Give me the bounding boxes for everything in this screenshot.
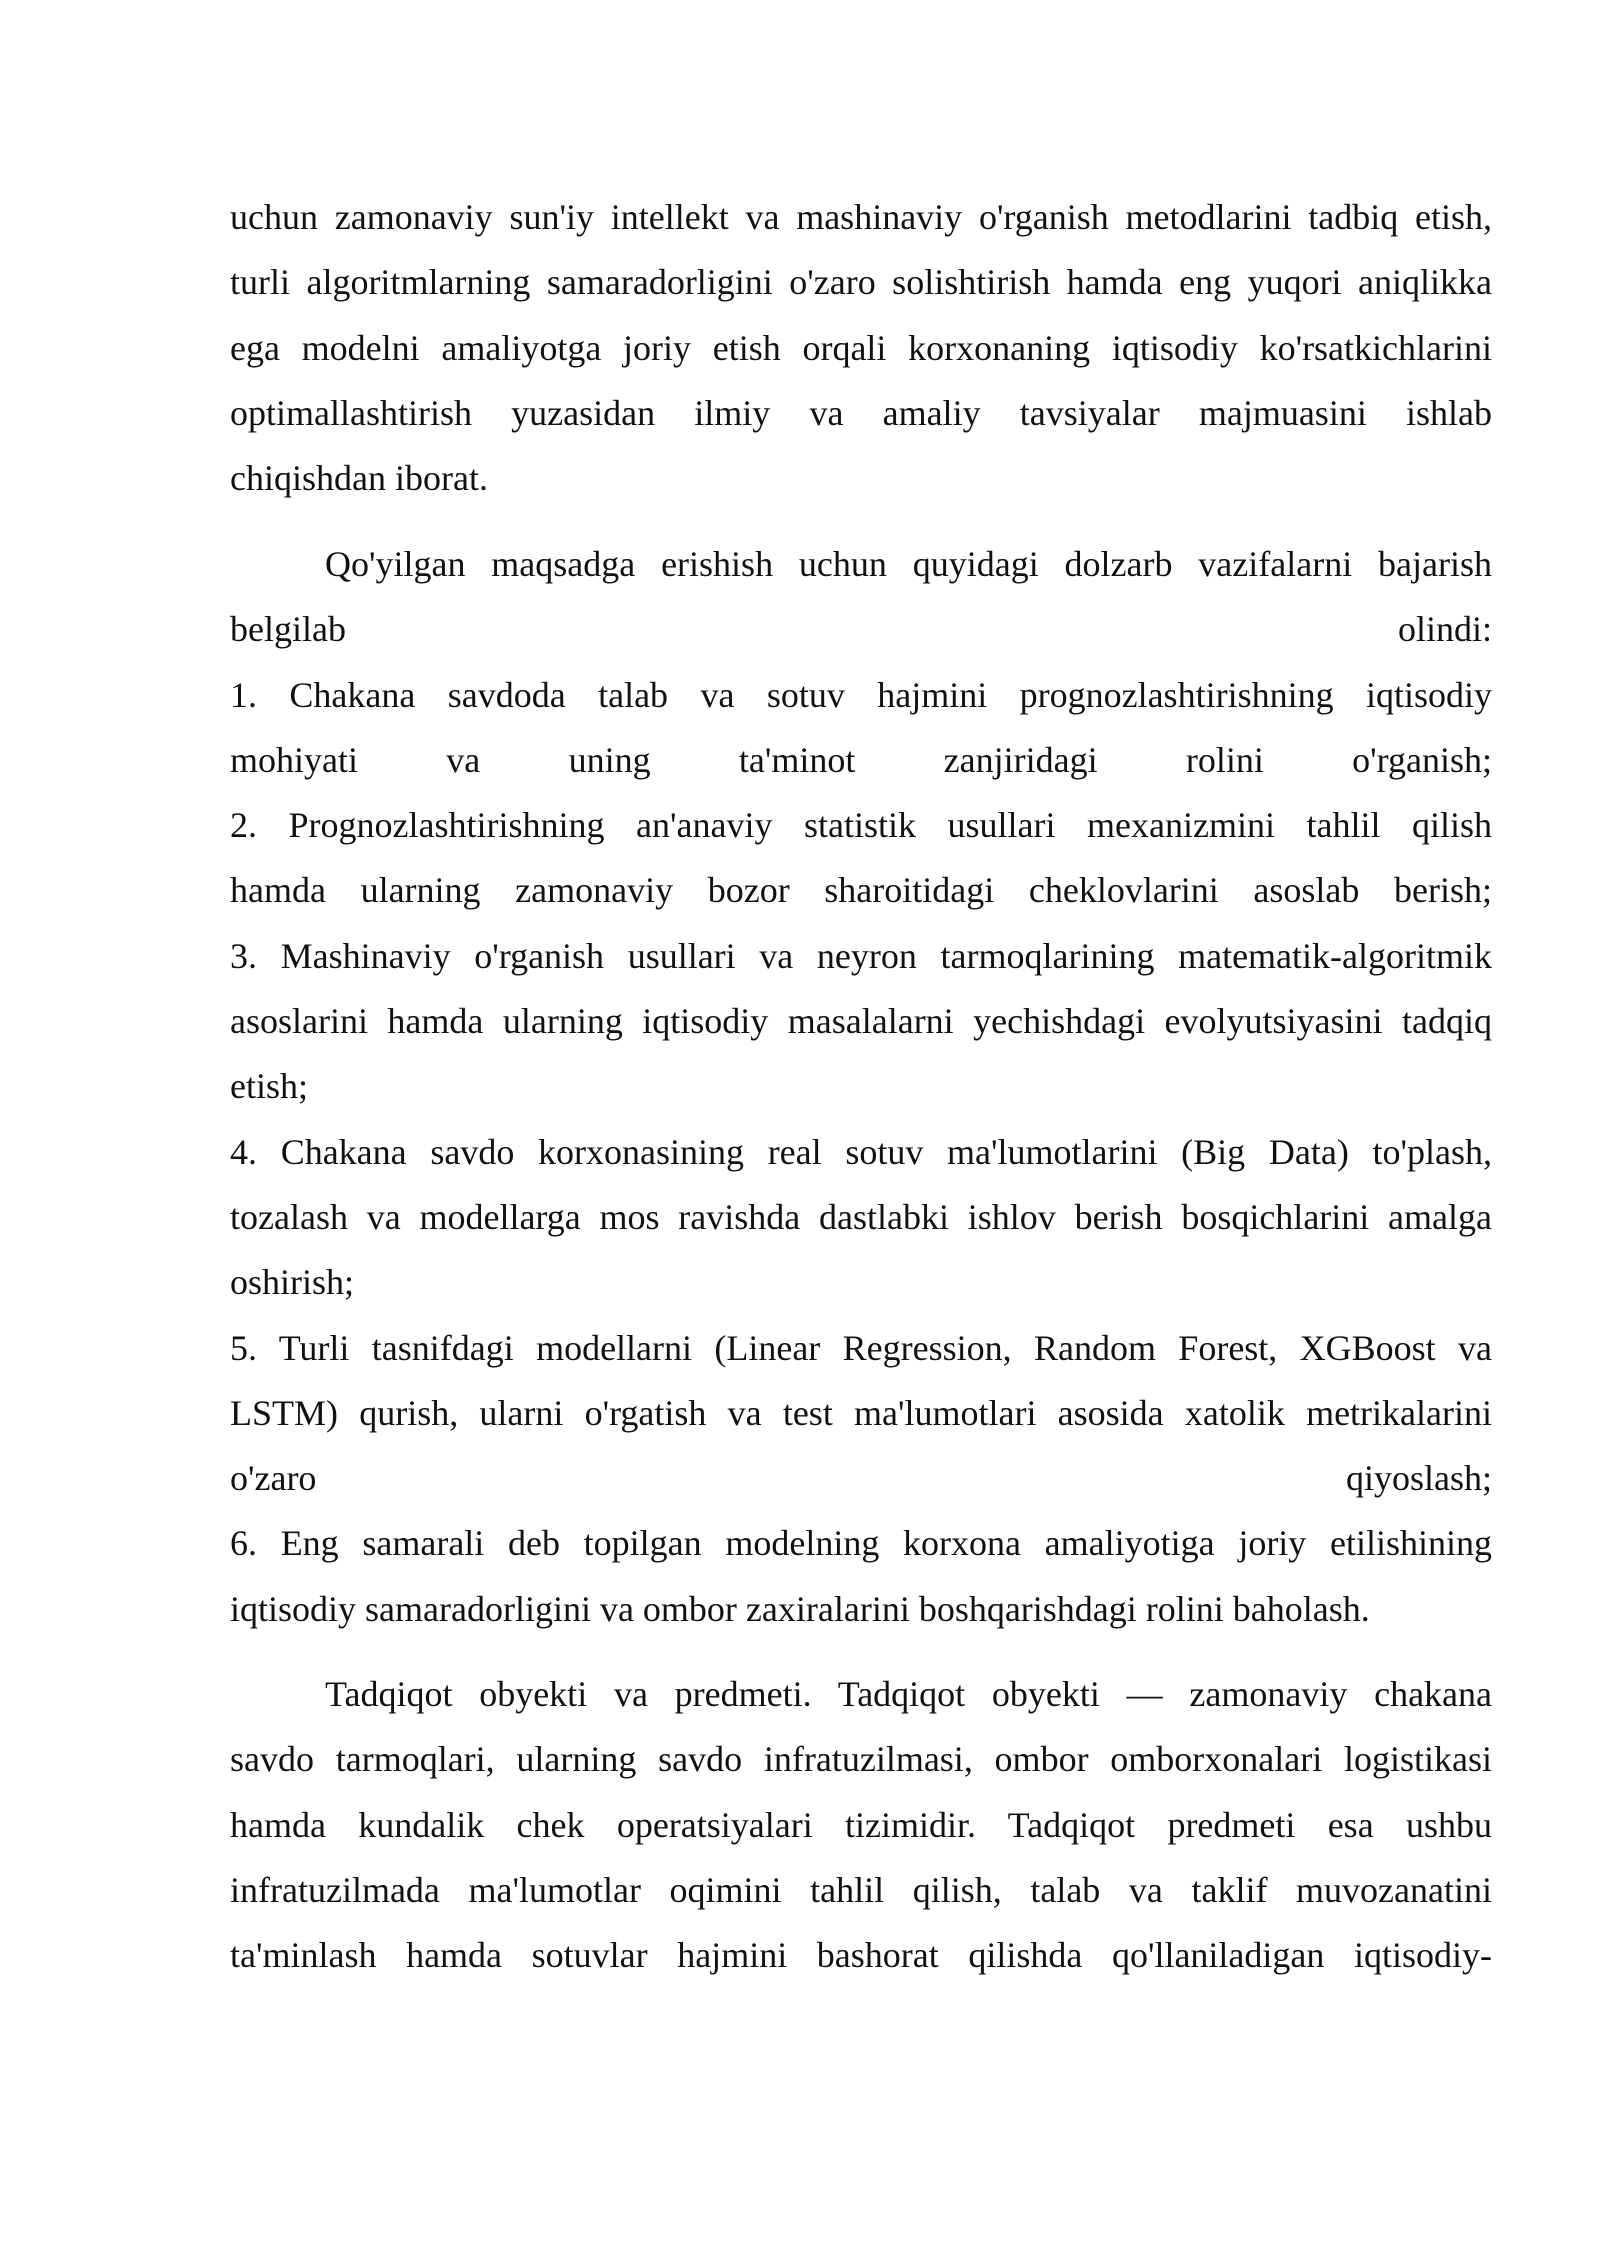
text-line: asoslarini hamda ularning iqtisodiy masalalarni yechishdagi evolyutsiyasini tadqiq: [230, 1001, 1492, 1042]
text-line: belgilab olindi:: [230, 609, 1492, 650]
text-line: ta'minlash hamda sotuvlar hajmini bashorat qilishda qo'llaniladigan iqtisodiy-: [230, 1935, 1492, 1976]
text-line: infratuzilmada ma'lumotlar oqimini tahlil qilish, talab va taklif muvozanatini: [230, 1869, 1492, 1910]
text-line: iqtisodiy samaradorligini va ombor zaxiralarini boshqarishdagi rolini baholash.: [230, 1588, 1370, 1629]
task-item-1: 1. Chakana savdoda talab va sotuv hajmini prognozlashtirishning iqtisodiy: [230, 674, 1492, 715]
task-item-4: 4. Chakana savdo korxonasining real sotuv ma'lumotlarini (Big Data) to'plash,: [230, 1131, 1492, 1172]
text-line: hamda kundalik chek operatsiyalari tizimidir. Tadqiqot predmeti esa ushbu: [230, 1804, 1492, 1845]
text-line: oshirish;: [230, 1262, 355, 1303]
text-line: savdo tarmoqlari, ularning savdo infratuzilmasi, ombor omborxonalari logistikasi: [230, 1739, 1492, 1780]
paragraph-aim-continuation: [230, 185, 1492, 511]
text-line: tozalash va modellarga mos ravishda dastlabki ishlov berish bosqichlarini amalga: [230, 1196, 1492, 1237]
text-line: mohiyati va uning ta'minot zanjiridagi rolini o'rganish;: [230, 739, 1492, 780]
text-line: ega modelni amaliyotga joriy etish orqali korxonaning iqtisodiy ko'rsatkichlarini: [230, 327, 1492, 368]
task-item-6: 6. Eng samarali deb topilgan modelning korxona amaliyotiga joriy etilishining: [230, 1523, 1492, 1564]
text-line: chiqishdan iborat.: [230, 458, 488, 499]
text-line: o'zaro qiyoslash;: [230, 1458, 1492, 1499]
text-line: turli algoritmlarning samaradorligini o'zaro solishtirish hamda eng yuqori aniqlikka: [230, 262, 1492, 303]
text-line: Tadqiqot obyekti va predmeti. Tadqiqot obyekti — zamonaviy chakana: [325, 1674, 1492, 1714]
paragraph-object-subject: [230, 1662, 1492, 1988]
text-line: uchun zamonaviy sun'iy intellekt va mashinaviy o'rganish metodlarini tadbiq etish,: [230, 197, 1492, 237]
text-line: Qo'yilgan maqsadga erishish uchun quyidagi dolzarb vazifalarni bajarish: [325, 544, 1492, 584]
paragraph-tasks: [230, 532, 1492, 1642]
text-line: hamda ularning zamonaviy bozor sharoitidagi cheklovlarini asoslab berish;: [230, 870, 1492, 911]
text-line: etish;: [230, 1066, 308, 1107]
task-item-3: 3. Mashinaviy o'rganish usullari va neyron tarmoqlarining matematik-algoritmik: [230, 935, 1492, 976]
task-item-2: 2. Prognozlashtirishning an'anaviy statistik usullari mexanizmini tahlil qilish: [230, 805, 1492, 846]
text-line: LSTM) qurish, ularni o'rgatish va test ma'lumotlari asosida xatolik metrikalarini: [230, 1392, 1492, 1433]
task-item-5: 5. Turli tasnifdagi modellarni (Linear Regression, Random Forest, XGBoost va: [230, 1327, 1492, 1368]
text-line: optimallashtirish yuzasidan ilmiy va amaliy tavsiyalar majmuasini ishlab: [230, 392, 1492, 433]
